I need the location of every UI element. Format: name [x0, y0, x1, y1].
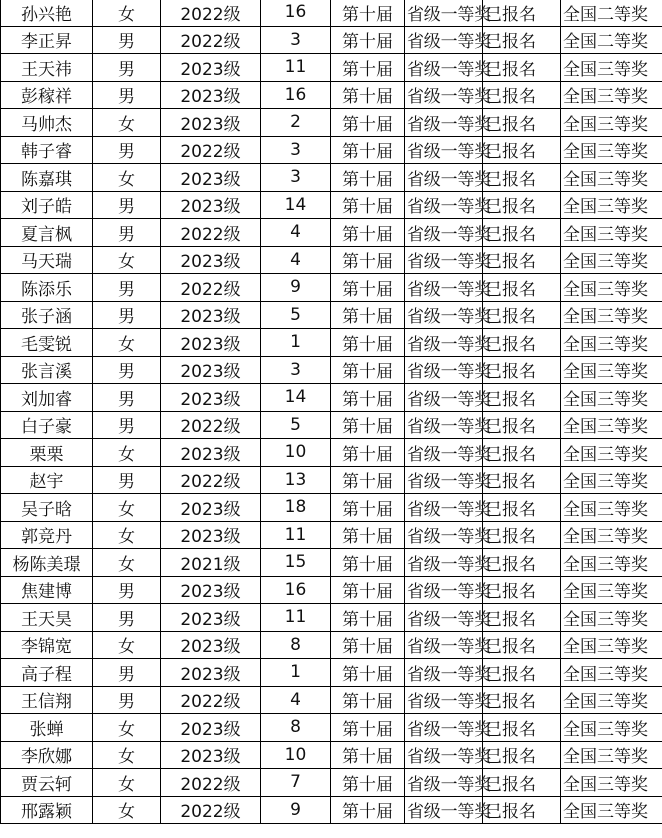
- gender-cell: 男: [93, 411, 161, 439]
- student-name-cell: 张蝉: [1, 714, 93, 742]
- session-cell: 第十届: [331, 631, 405, 659]
- gender-cell: 男: [93, 301, 161, 329]
- national-award-cell: 全国三等奖: [561, 301, 662, 329]
- national-award-cell: 全国三等奖: [561, 796, 662, 824]
- provincial-award-cell: 省级一等奖: [405, 274, 483, 302]
- provincial-award-cell: 省级一等奖: [405, 714, 483, 742]
- gender-cell: 男: [93, 81, 161, 109]
- table-row: [1, 246, 662, 274]
- grade-cell: 2023级: [161, 301, 261, 329]
- student-name-cell: 吴子晗: [1, 494, 93, 522]
- national-award-cell: 全国三等奖: [561, 549, 662, 577]
- provincial-award-cell: 省级一等奖: [405, 769, 483, 797]
- session-cell: 第十届: [331, 219, 405, 247]
- registration-status-cell: 已报名: [483, 466, 561, 494]
- provincial-award-cell: 省级一等奖: [405, 631, 483, 659]
- award-table-body: [1, 0, 662, 824]
- table-row: [1, 301, 662, 329]
- gender-cell: 女: [93, 521, 161, 549]
- session-cell: 第十届: [331, 26, 405, 54]
- student-name-cell: 彭稼祥: [1, 81, 93, 109]
- student-name-cell: 李欣娜: [1, 741, 93, 769]
- table-row: [1, 576, 662, 604]
- session-cell: 第十届: [331, 246, 405, 274]
- session-cell: 第十届: [331, 54, 405, 82]
- grade-cell: 2022级: [161, 769, 261, 797]
- registration-status-cell: 已报名: [483, 686, 561, 714]
- table-row: [1, 219, 662, 247]
- student-name-cell: 张子涵: [1, 301, 93, 329]
- national-award-cell: 全国二等奖: [561, 26, 662, 54]
- class-number-cell: 3: [261, 136, 331, 164]
- grade-cell: 2022级: [161, 466, 261, 494]
- national-award-cell: 全国三等奖: [561, 384, 662, 412]
- grade-cell: 2023级: [161, 164, 261, 192]
- gender-cell: 女: [93, 164, 161, 192]
- provincial-award-cell: 省级一等奖: [405, 219, 483, 247]
- gender-cell: 男: [93, 466, 161, 494]
- grade-cell: 2023级: [161, 714, 261, 742]
- gender-cell: 女: [93, 714, 161, 742]
- table-row: [1, 329, 662, 357]
- session-cell: 第十届: [331, 576, 405, 604]
- grade-cell: 2021级: [161, 549, 261, 577]
- national-award-cell: 全国三等奖: [561, 494, 662, 522]
- class-number-cell: 16: [261, 576, 331, 604]
- session-cell: 第十届: [331, 466, 405, 494]
- table-row: [1, 466, 662, 494]
- national-award-cell: 全国三等奖: [561, 686, 662, 714]
- gender-cell: 男: [93, 274, 161, 302]
- class-number-cell: 8: [261, 714, 331, 742]
- registration-status-cell: 已报名: [483, 0, 561, 26]
- class-number-cell: 3: [261, 164, 331, 192]
- grade-cell: 2023级: [161, 384, 261, 412]
- grade-cell: 2023级: [161, 576, 261, 604]
- grade-cell: 2022级: [161, 136, 261, 164]
- provincial-award-cell: 省级一等奖: [405, 686, 483, 714]
- student-name-cell: 李正昇: [1, 26, 93, 54]
- grade-cell: 2023级: [161, 494, 261, 522]
- table-row: [1, 136, 662, 164]
- grade-cell: 2023级: [161, 604, 261, 632]
- grade-cell: 2023级: [161, 246, 261, 274]
- national-award-cell: 全国三等奖: [561, 54, 662, 82]
- provincial-award-cell: 省级一等奖: [405, 576, 483, 604]
- gender-cell: 男: [93, 191, 161, 219]
- national-award-cell: 全国三等奖: [561, 274, 662, 302]
- gender-cell: 男: [93, 686, 161, 714]
- table-row: [1, 109, 662, 137]
- table-row: [1, 796, 662, 824]
- provincial-award-cell: 省级一等奖: [405, 81, 483, 109]
- class-number-cell: 3: [261, 356, 331, 384]
- national-award-cell: 全国三等奖: [561, 219, 662, 247]
- gender-cell: 女: [93, 769, 161, 797]
- national-award-cell: 全国三等奖: [561, 81, 662, 109]
- student-name-cell: 马帅杰: [1, 109, 93, 137]
- table-row: [1, 54, 662, 82]
- national-award-cell: 全国三等奖: [561, 329, 662, 357]
- registration-status-cell: 已报名: [483, 384, 561, 412]
- student-name-cell: 赵宇: [1, 466, 93, 494]
- grade-cell: 2023级: [161, 741, 261, 769]
- grade-cell: 2023级: [161, 191, 261, 219]
- national-award-cell: 全国三等奖: [561, 466, 662, 494]
- national-award-cell: 全国三等奖: [561, 521, 662, 549]
- registration-status-cell: 已报名: [483, 301, 561, 329]
- national-award-cell: 全国三等奖: [561, 411, 662, 439]
- registration-status-cell: 已报名: [483, 769, 561, 797]
- national-award-cell: 全国三等奖: [561, 741, 662, 769]
- registration-status-cell: 已报名: [483, 81, 561, 109]
- grade-cell: 2023级: [161, 109, 261, 137]
- national-award-cell: 全国三等奖: [561, 769, 662, 797]
- provincial-award-cell: 省级一等奖: [405, 301, 483, 329]
- registration-status-cell: 已报名: [483, 521, 561, 549]
- registration-status-cell: 已报名: [483, 549, 561, 577]
- registration-status-cell: 已报名: [483, 109, 561, 137]
- session-cell: 第十届: [331, 494, 405, 522]
- gender-cell: 男: [93, 356, 161, 384]
- student-name-cell: 贾云轲: [1, 769, 93, 797]
- session-cell: 第十届: [331, 714, 405, 742]
- student-name-cell: 王天昊: [1, 604, 93, 632]
- grade-cell: 2022级: [161, 686, 261, 714]
- grade-cell: 2023级: [161, 329, 261, 357]
- table-row: [1, 714, 662, 742]
- provincial-award-cell: 省级一等奖: [405, 191, 483, 219]
- session-cell: 第十届: [331, 301, 405, 329]
- provincial-award-cell: 省级一等奖: [405, 109, 483, 137]
- session-cell: 第十届: [331, 274, 405, 302]
- gender-cell: 男: [93, 26, 161, 54]
- session-cell: 第十届: [331, 164, 405, 192]
- gender-cell: 男: [93, 604, 161, 632]
- grade-cell: 2023级: [161, 81, 261, 109]
- session-cell: 第十届: [331, 384, 405, 412]
- session-cell: 第十届: [331, 439, 405, 467]
- class-number-cell: 10: [261, 741, 331, 769]
- class-number-cell: 1: [261, 329, 331, 357]
- registration-status-cell: 已报名: [483, 494, 561, 522]
- session-cell: 第十届: [331, 329, 405, 357]
- provincial-award-cell: 省级一等奖: [405, 659, 483, 687]
- gender-cell: 女: [93, 109, 161, 137]
- class-number-cell: 9: [261, 796, 331, 824]
- gender-cell: 男: [93, 54, 161, 82]
- national-award-cell: 全国三等奖: [561, 714, 662, 742]
- student-name-cell: 张言溪: [1, 356, 93, 384]
- provincial-award-cell: 省级一等奖: [405, 741, 483, 769]
- registration-status-cell: 已报名: [483, 356, 561, 384]
- national-award-cell: 全国三等奖: [561, 659, 662, 687]
- registration-status-cell: 已报名: [483, 136, 561, 164]
- session-cell: 第十届: [331, 411, 405, 439]
- gender-cell: 女: [93, 741, 161, 769]
- gender-cell: 男: [93, 576, 161, 604]
- session-cell: 第十届: [331, 81, 405, 109]
- grade-cell: 2022级: [161, 26, 261, 54]
- gender-cell: 女: [93, 494, 161, 522]
- grade-cell: 2022级: [161, 796, 261, 824]
- session-cell: 第十届: [331, 521, 405, 549]
- class-number-cell: 2: [261, 109, 331, 137]
- grade-cell: 2022级: [161, 219, 261, 247]
- class-number-cell: 11: [261, 604, 331, 632]
- registration-status-cell: 已报名: [483, 191, 561, 219]
- provincial-award-cell: 省级一等奖: [405, 796, 483, 824]
- grade-cell: 2023级: [161, 356, 261, 384]
- grade-cell: 2022级: [161, 0, 261, 26]
- session-cell: 第十届: [331, 604, 405, 632]
- national-award-cell: 全国三等奖: [561, 136, 662, 164]
- provincial-award-cell: 省级一等奖: [405, 466, 483, 494]
- provincial-award-cell: 省级一等奖: [405, 411, 483, 439]
- grade-cell: 2022级: [161, 274, 261, 302]
- gender-cell: 女: [93, 246, 161, 274]
- student-name-cell: 杨陈美璟: [1, 549, 93, 577]
- national-award-cell: 全国三等奖: [561, 576, 662, 604]
- registration-status-cell: 已报名: [483, 796, 561, 824]
- session-cell: 第十届: [331, 796, 405, 824]
- student-name-cell: 王信翔: [1, 686, 93, 714]
- registration-status-cell: 已报名: [483, 54, 561, 82]
- class-number-cell: 16: [261, 0, 331, 26]
- session-cell: 第十届: [331, 356, 405, 384]
- national-award-cell: 全国二等奖: [561, 0, 662, 26]
- registration-status-cell: 已报名: [483, 604, 561, 632]
- student-name-cell: 陈添乐: [1, 274, 93, 302]
- grade-cell: 2023级: [161, 659, 261, 687]
- student-name-cell: 栗栗: [1, 439, 93, 467]
- national-award-cell: 全国三等奖: [561, 191, 662, 219]
- provincial-award-cell: 省级一等奖: [405, 136, 483, 164]
- table-row: [1, 81, 662, 109]
- session-cell: 第十届: [331, 191, 405, 219]
- student-name-cell: 马天瑞: [1, 246, 93, 274]
- table-row: [1, 164, 662, 192]
- class-number-cell: 4: [261, 246, 331, 274]
- registration-status-cell: 已报名: [483, 439, 561, 467]
- grade-cell: 2023级: [161, 521, 261, 549]
- national-award-cell: 全国三等奖: [561, 631, 662, 659]
- gender-cell: 女: [93, 329, 161, 357]
- student-name-cell: 陈嘉琪: [1, 164, 93, 192]
- registration-status-cell: 已报名: [483, 274, 561, 302]
- session-cell: 第十届: [331, 659, 405, 687]
- student-name-cell: 邢露颖: [1, 796, 93, 824]
- gender-cell: 女: [93, 439, 161, 467]
- provincial-award-cell: 省级一等奖: [405, 26, 483, 54]
- class-number-cell: 10: [261, 439, 331, 467]
- national-award-cell: 全国三等奖: [561, 439, 662, 467]
- student-name-cell: 高子程: [1, 659, 93, 687]
- table-row: [1, 686, 662, 714]
- student-name-cell: 焦建博: [1, 576, 93, 604]
- registration-status-cell: 已报名: [483, 26, 561, 54]
- student-name-cell: 韩子睿: [1, 136, 93, 164]
- registration-status-cell: 已报名: [483, 714, 561, 742]
- provincial-award-cell: 省级一等奖: [405, 246, 483, 274]
- gender-cell: 女: [93, 0, 161, 26]
- gender-cell: 女: [93, 796, 161, 824]
- student-name-cell: 李锦宽: [1, 631, 93, 659]
- national-award-cell: 全国三等奖: [561, 246, 662, 274]
- student-name-cell: 夏言枫: [1, 219, 93, 247]
- registration-status-cell: 已报名: [483, 576, 561, 604]
- class-number-cell: 11: [261, 54, 331, 82]
- gender-cell: 男: [93, 136, 161, 164]
- class-number-cell: 16: [261, 81, 331, 109]
- provincial-award-cell: 省级一等奖: [405, 329, 483, 357]
- provincial-award-cell: 省级一等奖: [405, 494, 483, 522]
- table-row: [1, 659, 662, 687]
- provincial-award-cell: 省级一等奖: [405, 604, 483, 632]
- gender-cell: 男: [93, 219, 161, 247]
- table-row: [1, 549, 662, 577]
- class-number-cell: 11: [261, 521, 331, 549]
- class-number-cell: 13: [261, 466, 331, 494]
- provincial-award-cell: 省级一等奖: [405, 54, 483, 82]
- table-row: [1, 631, 662, 659]
- table-row: [1, 356, 662, 384]
- class-number-cell: 1: [261, 659, 331, 687]
- national-award-cell: 全国三等奖: [561, 356, 662, 384]
- table-row: [1, 411, 662, 439]
- table-row: [1, 769, 662, 797]
- national-award-cell: 全国三等奖: [561, 604, 662, 632]
- gender-cell: 男: [93, 659, 161, 687]
- class-number-cell: 4: [261, 686, 331, 714]
- student-name-cell: 王天祎: [1, 54, 93, 82]
- session-cell: 第十届: [331, 741, 405, 769]
- provincial-award-cell: 省级一等奖: [405, 0, 483, 26]
- gender-cell: 男: [93, 384, 161, 412]
- provincial-award-cell: 省级一等奖: [405, 521, 483, 549]
- session-cell: 第十届: [331, 769, 405, 797]
- table-row: [1, 521, 662, 549]
- class-number-cell: 5: [261, 411, 331, 439]
- grade-cell: 2023级: [161, 54, 261, 82]
- national-award-cell: 全国三等奖: [561, 109, 662, 137]
- session-cell: 第十届: [331, 686, 405, 714]
- table-row: [1, 274, 662, 302]
- session-cell: 第十届: [331, 549, 405, 577]
- registration-status-cell: 已报名: [483, 411, 561, 439]
- session-cell: 第十届: [331, 0, 405, 26]
- provincial-award-cell: 省级一等奖: [405, 356, 483, 384]
- provincial-award-cell: 省级一等奖: [405, 549, 483, 577]
- class-number-cell: 7: [261, 769, 331, 797]
- class-number-cell: 14: [261, 384, 331, 412]
- registration-status-cell: 已报名: [483, 329, 561, 357]
- provincial-award-cell: 省级一等奖: [405, 384, 483, 412]
- registration-status-cell: 已报名: [483, 741, 561, 769]
- table-row: [1, 439, 662, 467]
- student-name-cell: 白子豪: [1, 411, 93, 439]
- session-cell: 第十届: [331, 109, 405, 137]
- gender-cell: 女: [93, 549, 161, 577]
- student-name-cell: 刘加睿: [1, 384, 93, 412]
- table-row: [1, 494, 662, 522]
- provincial-award-cell: 省级一等奖: [405, 439, 483, 467]
- class-number-cell: 18: [261, 494, 331, 522]
- registration-status-cell: 已报名: [483, 659, 561, 687]
- class-number-cell: 5: [261, 301, 331, 329]
- table-row: [1, 26, 662, 54]
- grade-cell: 2023级: [161, 439, 261, 467]
- class-number-cell: 8: [261, 631, 331, 659]
- table-row: [1, 741, 662, 769]
- student-name-cell: 孙兴艳: [1, 0, 93, 26]
- grade-cell: 2022级: [161, 411, 261, 439]
- class-number-cell: 9: [261, 274, 331, 302]
- registration-status-cell: 已报名: [483, 164, 561, 192]
- registration-status-cell: 已报名: [483, 219, 561, 247]
- gender-cell: 女: [93, 631, 161, 659]
- table-row: [1, 0, 662, 26]
- national-award-cell: 全国三等奖: [561, 164, 662, 192]
- registration-status-cell: 已报名: [483, 631, 561, 659]
- table-row: [1, 191, 662, 219]
- class-number-cell: 15: [261, 549, 331, 577]
- class-number-cell: 3: [261, 26, 331, 54]
- table-row: [1, 604, 662, 632]
- grade-cell: 2023级: [161, 631, 261, 659]
- student-name-cell: 毛雯锐: [1, 329, 93, 357]
- session-cell: 第十届: [331, 136, 405, 164]
- student-name-cell: 刘子皓: [1, 191, 93, 219]
- provincial-award-cell: 省级一等奖: [405, 164, 483, 192]
- student-name-cell: 郭竞丹: [1, 521, 93, 549]
- registration-status-cell: 已报名: [483, 246, 561, 274]
- table-row: [1, 384, 662, 412]
- class-number-cell: 4: [261, 219, 331, 247]
- class-number-cell: 14: [261, 191, 331, 219]
